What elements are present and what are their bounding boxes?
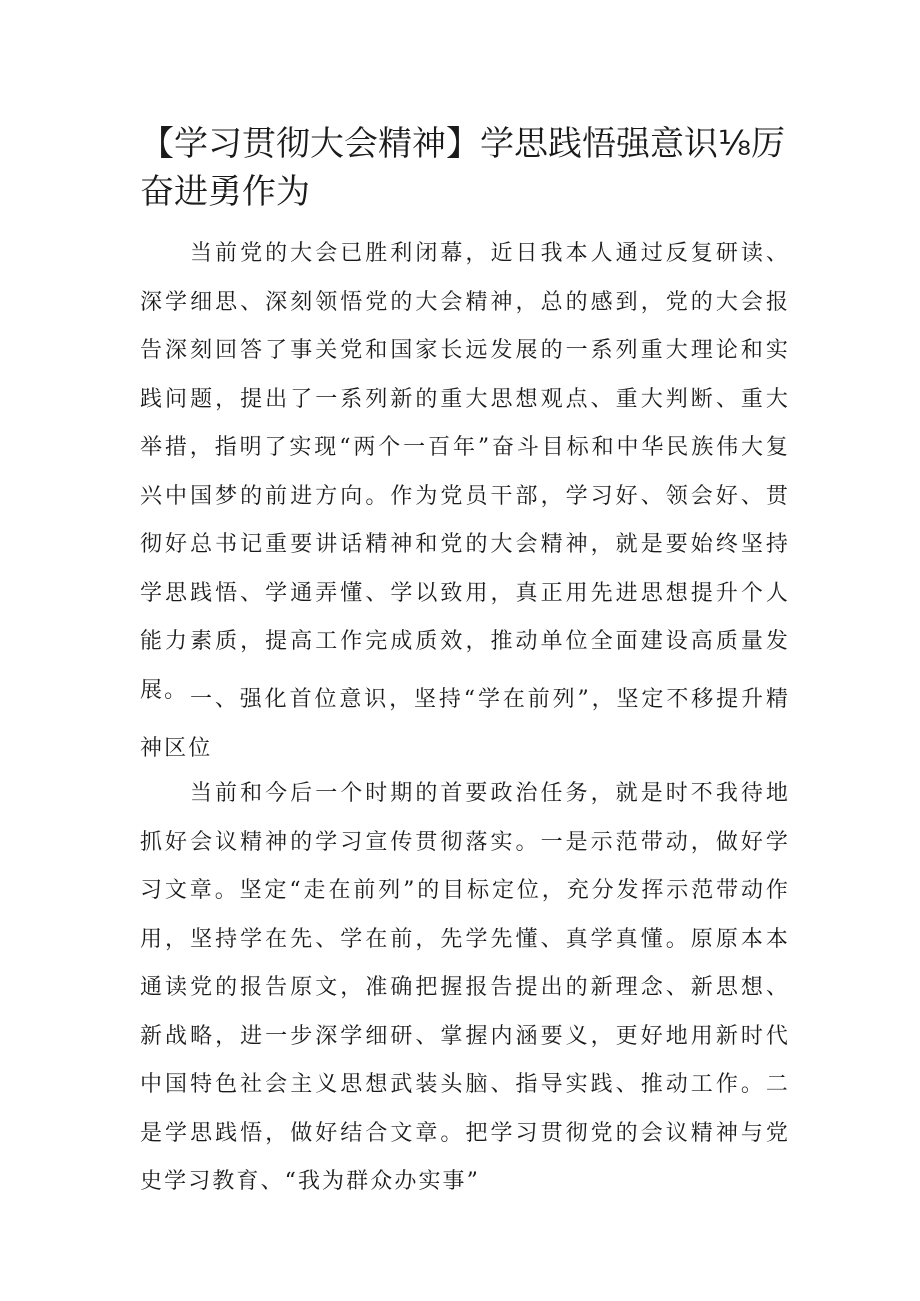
paragraph-intro: 当前党的大会已胜利闭幕，近日我本人通过反复研读、深学细思、深刻领悟党的大会精神，总的感到，党的大会报告深刻回答了事关党和国家长远发展的一系列重大理论和实践问题，提出了一系列新的重大思想观点、重大判断、重大举措，指明了实现“两个一百年”奋斗目标和中华民族伟大复兴中国梦的前进方向。作为党员干部，学习好、领会好、贯彻好总书记重要讲话精神和党的大会精神，就是要始终坚持学思践悟、学通弄懂、学以致用，真正用先进思想提升个人能力素质，提高工作完成质效，推动单位全面建设高质量发展。 [140,241,790,703]
section-heading-1: 一、强化首位意识，坚持“学在前列”，坚定不移提升精神区位 [140,687,790,761]
document-title: 【学习贯彻大会精神】学思践悟强意识⅛厉奋进勇作为 [140,124,785,212]
paragraph-section-1: 当前和今后一个时期的首要政治任务，就是时不我待地抓好会议精神的学习宣传贯彻落实。一是示范带动，做好学习文章。坚定“走在前列”的目标定位，充分发挥示范带动作用，坚持学在先、学在前，先学先懂、真学真懂。原原本本通读党的报告原文，准确把握报告提出的新理念、新思想、新战略，进一步深学细研、掌握内涵要义，更好地用新时代中国特色社会主义思想武装头脑、指导实践、推动工作。二是学思践悟，做好结合文章。把学习贯彻党的会议精神与党史学习教育、“我为群众办实事” [140,781,790,1194]
